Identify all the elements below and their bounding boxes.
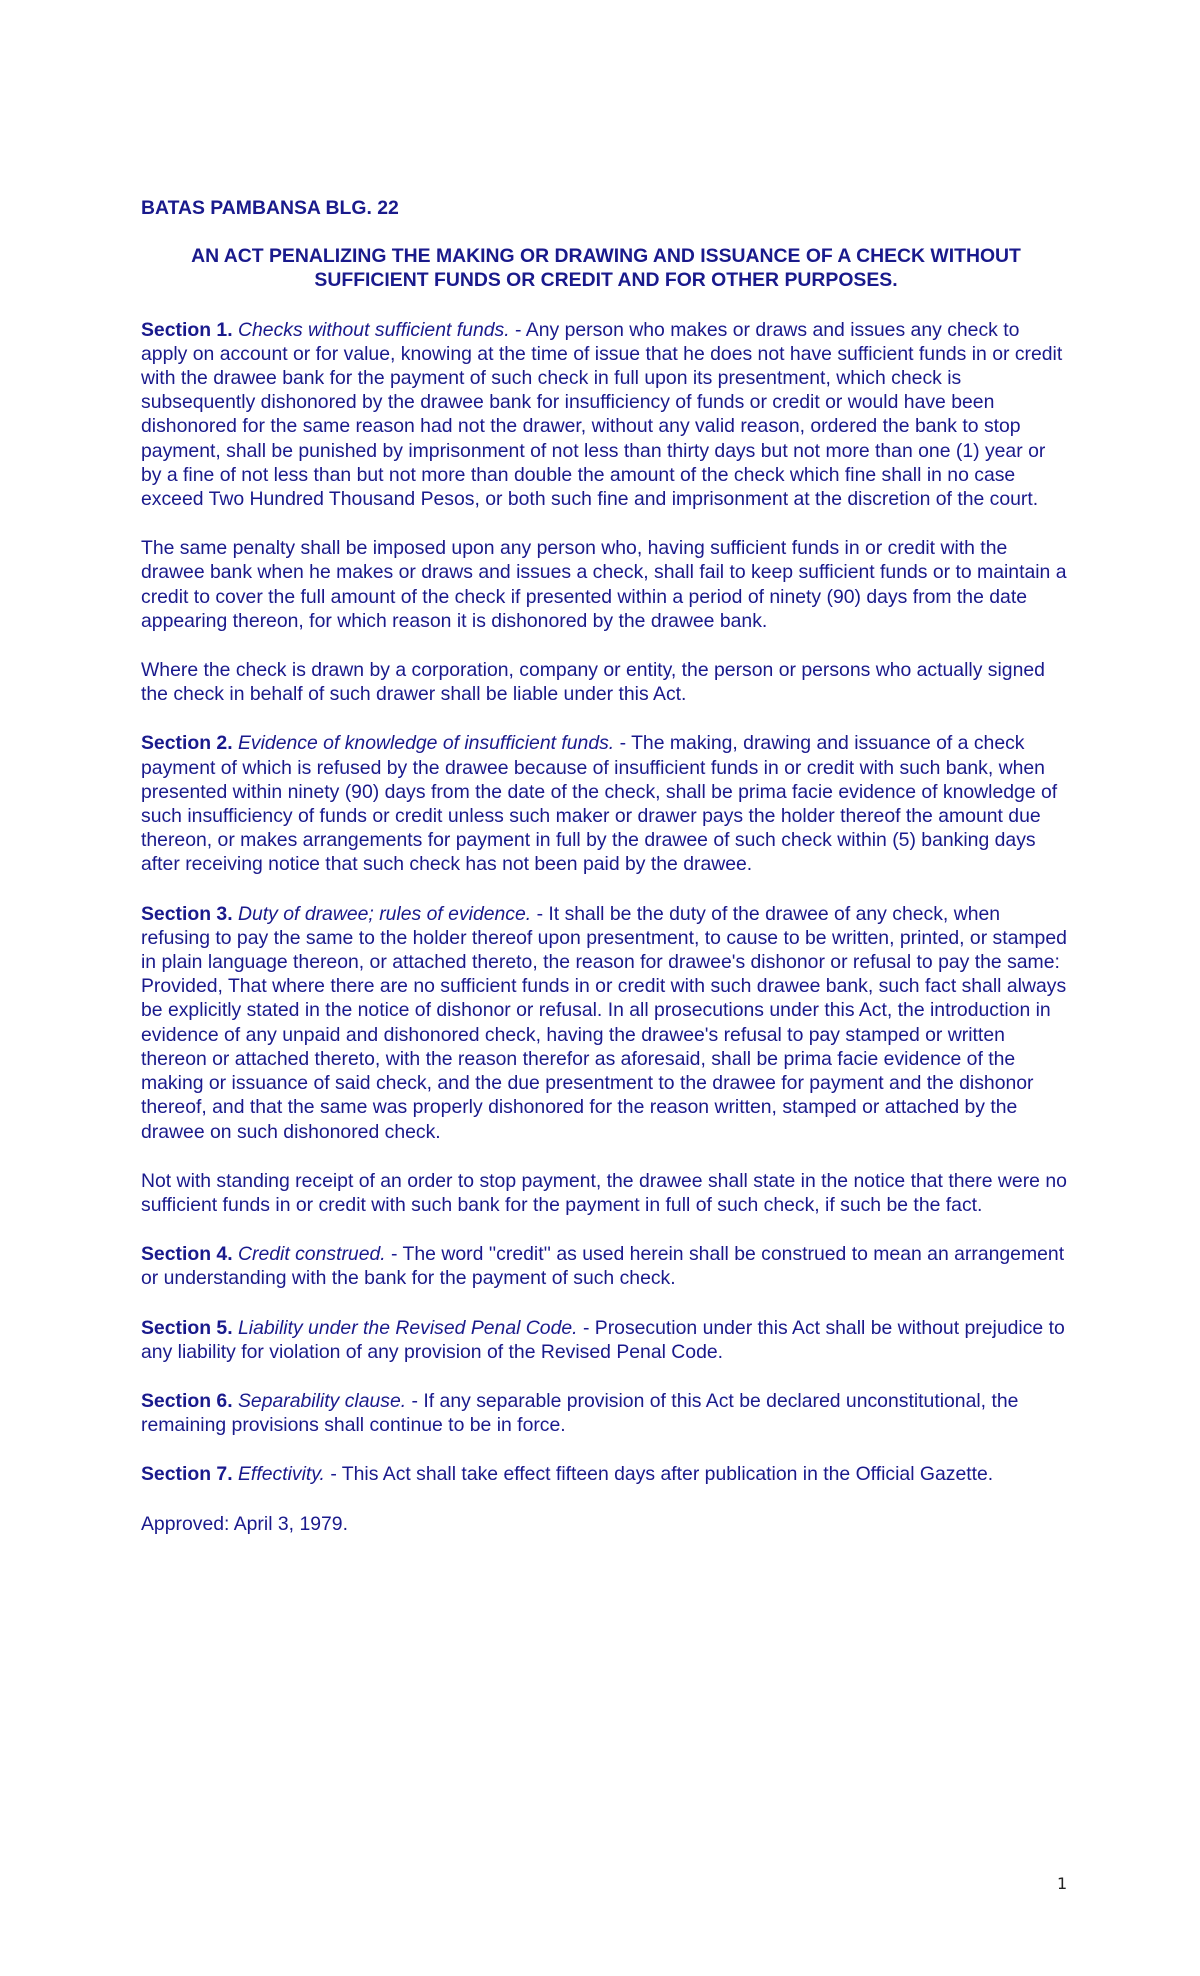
section-7-heading: Effectivity. xyxy=(238,1463,325,1486)
section-1-paragraph-2: The same penalty shall be imposed upon any person who, having sufficient funds in or credit with the drawee bank when he makes or draws and issues a check, shall fail to keep sufficient funds or to maintain a credit to cover the full amount of the check if presented within a period of ninety (90) days from the date appearing thereon, for which reason it is dishonored by the drawee bank. xyxy=(141,537,1067,632)
section-6-label: Section 6. xyxy=(141,1389,233,1412)
section-6-paragraph xyxy=(141,1389,1071,1437)
section-2-heading: Evidence of knowledge of insufficient funds. xyxy=(238,732,615,755)
section-5-text: - Prosecution under this Act shall be without prejudice to any liability for violation of any provision of the Revised Penal Code. xyxy=(141,1316,1065,1363)
section-7-label: Section 7. xyxy=(141,1463,233,1486)
section-3-heading: Duty of drawee; rules of evidence. xyxy=(238,902,532,925)
section-4-text: - The word ''credit'' as used herein shall be construed to mean an arrangement or understanding with the bank for the payment of such check. xyxy=(141,1243,1065,1290)
section-4-paragraph xyxy=(141,1242,1071,1290)
page-number: 1 xyxy=(1057,1874,1068,1893)
section-5-heading: Liability under the Revised Penal Code. xyxy=(238,1316,578,1339)
section-3-paragraph xyxy=(141,902,1071,1144)
section-1-label: Section 1. xyxy=(141,318,233,341)
section-5-label: Section 5. xyxy=(141,1316,233,1339)
section-5-paragraph xyxy=(141,1316,1071,1364)
document-body xyxy=(141,196,1071,1536)
section-1-paragraph xyxy=(141,318,1071,512)
section-2-label: Section 2. xyxy=(141,732,233,755)
section-6-text: - If any separable provision of this Act be declared unconstitutional, the remaining provisions shall continue to be in force. xyxy=(141,1389,1019,1437)
section-4-heading: Credit construed. xyxy=(238,1243,386,1266)
section-7-text: - This Act shall take effect fifteen days after publication in the Official Gazette. xyxy=(330,1463,994,1486)
section-3-text: - It shall be the duty of the drawee of any check, when refusing to pay the same to the holder thereof upon presentment, to cause to be written, printed, or stamped in plain language thereon, or attached thereto, the reason for drawee's dishonor or refusal to pay the same: Provided, That where there are no sufficient funds in or credit with such drawee bank, such fact shall always be explicitly stated in the notice of dishonor or refusal. In all prosecutions under this Act, the introduction in evidence of any unpaid and dishonored check, having the drawee's refusal to pay stamped or written thereon or attached thereto, with the reason therefor as aforesaid, shall be prima facie evidence of the making or issuance of said check, and the due presentment to the drawee for payment and the dishonor thereof, and that the same was properly dishonored for the reason written, stamped or attached by the drawee on such dishonored check. xyxy=(141,902,1067,1143)
section-3-label: Section 3. xyxy=(141,902,233,925)
approval-date: Approved: April 3, 1979. xyxy=(141,1512,348,1535)
section-2-text: - The making, drawing and issuance of a check payment of which is refused by the drawee because of insufficient funds in or credit with such bank, when presented within ninety (90) days from the date of the check, shall be prima facie evidence of knowledge of such insufficiency of funds or credit unless such maker or drawer pays the holder thereof the amount due thereon, or makes arrangements for payment in full by the drawee of such check within (5) banking days after receiving notice that such check has not been paid by the drawee. xyxy=(141,732,1058,876)
section-2-paragraph xyxy=(141,731,1071,876)
section-4-label: Section 4. xyxy=(141,1243,233,1266)
section-7-paragraph xyxy=(141,1462,1071,1486)
section-1-paragraph-3: Where the check is drawn by a corporation, company or entity, the person or persons who actually signed the check in behalf of such drawer shall be liable under this Act. xyxy=(141,659,1045,706)
section-1-heading: Checks without sufficient funds. xyxy=(238,318,510,341)
act-title: AN ACT PENALIZING THE MAKING OR DRAWING AND ISSUANCE OF A CHECK WITHOUT SUFFICIENT FUNDS OR CREDIT AND FOR OTHER PURPOSES. xyxy=(191,245,1021,292)
section-1-text: - Any person who makes or draws and issues any check to apply on account or for value, knowing at the time of issue that he does not have sufficient funds in or credit with the drawee bank for the payment of such check in full upon its presentment, which check is subsequently dishonored by the drawee bank for insufficiency of funds or credit or would have been dishonored for the same reason had not the drawer, without any valid reason, ordered the bank to stop payment, shall be punished by imprisonment of not less than thirty days but not more than one (1) year or by a fine of not less than but not more than double the amount of the check which fine shall in no case exceed Two Hundred Thousand Pesos, or both such fine and imprisonment at the discretion of the court. xyxy=(141,318,1063,511)
document-title: BATAS PAMBANSA BLG. 22 xyxy=(141,197,399,219)
section-6-heading: Separability clause. xyxy=(238,1389,407,1412)
section-3-paragraph-2: Not with standing receipt of an order to stop payment, the drawee shall state in the notice that there were no sufficient funds in or credit with such bank for the payment in full of such check, if such be the fact. xyxy=(141,1169,1067,1216)
